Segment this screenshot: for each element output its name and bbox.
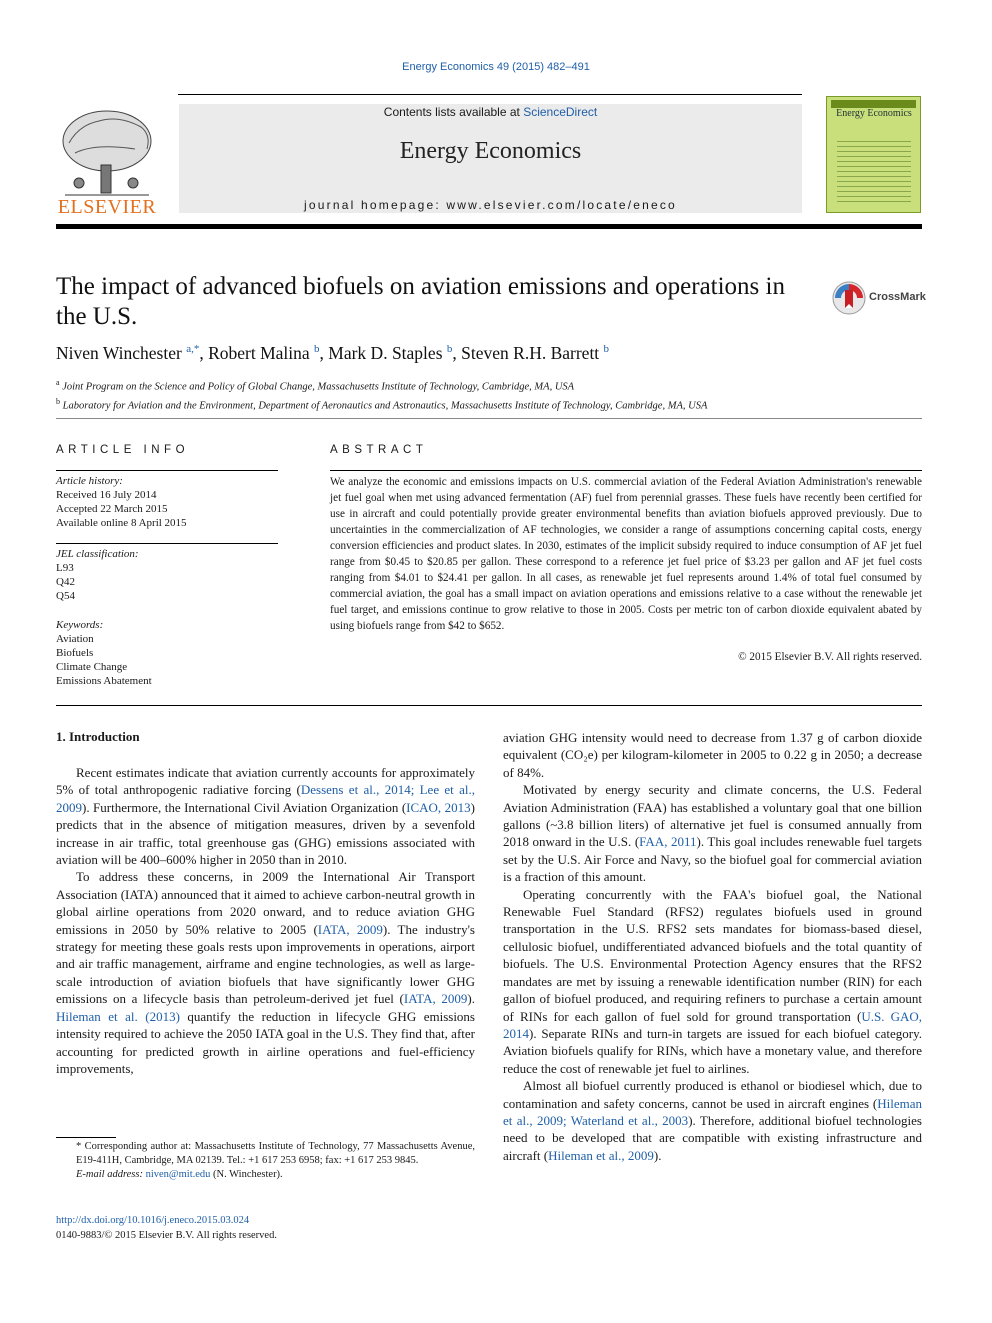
paragraph-text: Operating concurrently with the FAA's biofuel goal, the National Renewable Fuel Standard (RFS2) regulates biofuels used in ground transportation in the U.S. RFS2 sets mandates for biomass-based diesel, cellulosic biofuel, undifferentiated advanced biofuels and the total quantity of biofuels. The U.S. Environmental Protection Agency ensures that the RFS2 mandates are met by issuing a renewable identification number (RIN) for each gallon of biofuel produced, and requiring refiners to purchase a certain amount of RINs for each gallon of fuel sold for ground transportation ( (503, 886, 922, 1024)
abstract-copyright: © 2015 Elsevier B.V. All rights reserved. (738, 651, 922, 663)
jel-label: JEL classification: (56, 548, 139, 560)
affiliation (56, 395, 922, 414)
crossmark-icon (831, 280, 867, 316)
footnote-rule (56, 1137, 116, 1138)
jel-code: Q54 (56, 590, 75, 603)
cover-top-band (831, 100, 916, 108)
crossmark-badge[interactable] (831, 280, 926, 316)
history-accepted: Accepted 22 March 2015 (56, 503, 168, 516)
section-heading-introduction: 1. Introduction (56, 729, 140, 744)
body-column-left (56, 764, 475, 1077)
author-list: Niven Winchester $^{a,*}$, Robert Malina $^b$, Mark D. Staples $^b$, Steven R.H. Barrett $^b$ (56, 343, 610, 363)
history-received: Received 16 July 2014 (56, 489, 157, 502)
paragraph-text: ). Separate RINs and turn-in targets are issued for each biofuel category. Aviation biofuels qualify for RINs, which have a monetary value, and therefore reduce the cost of renewable jet fuel to airlines. (503, 1025, 922, 1076)
paragraph-text: ). (467, 991, 475, 1007)
affiliation (56, 376, 922, 395)
paragraph-text: quantify the reduction in lifecycle GHG emissions intensity required to achieve the 2050 IATA goal in the U.S. They find that, after accounting for predicted growth in airline operations and fuel-efficiency improvements, (56, 1008, 475, 1076)
affiliation-text: Laboratory for Aviation and the Environment, Department of Aeronautics and Astronautics, Massachusetts Institute of Technology, Cambridge, MA, USA (60, 400, 708, 411)
top-rule (178, 94, 802, 95)
keyword: Emissions Abatement (56, 675, 152, 688)
paragraph-text: ). Furthermore, the International Civil Aviation Organization ( (82, 799, 407, 815)
citation-link[interactable]: Hileman et al., 2009; Waterland et al., 2003 (503, 1095, 922, 1128)
article-history (56, 474, 278, 530)
author-affiliation-mark[interactable]: b (603, 343, 610, 356)
journal-name: Energy Economics (399, 138, 582, 164)
author-name: Steven R.H. Barrett (461, 343, 600, 363)
email-suffix: (N. Winchester). (210, 1169, 283, 1180)
body-column-right (503, 729, 922, 1164)
affiliation-mark: a (56, 378, 60, 387)
article-info-heading: ARTICLE INFO (56, 444, 190, 456)
citation-link[interactable]: Dessens et al., 2014; Lee et al., 2009 (56, 782, 475, 815)
paragraph-text: ). Therefore, additional biofuel technologies need to be developed that are compatible with existing infrastructure and aircraft ( (503, 1112, 922, 1163)
sciencedirect-link[interactable]: ScienceDirect (523, 105, 598, 119)
keyword: Biofuels (56, 647, 94, 660)
abstract-rule (330, 470, 922, 471)
body-paragraph (503, 1077, 922, 1164)
cover-title: Energy Economics (836, 108, 912, 119)
author-name: Robert Malina (208, 343, 310, 363)
cover-contents-lines (837, 137, 911, 203)
email-link[interactable]: niven@mit.edu (145, 1169, 211, 1180)
body-paragraph (56, 868, 475, 1077)
contents-prefix: Contents lists available at (383, 105, 524, 119)
body-paragraph (503, 729, 922, 781)
affiliation-text: Joint Program on the Science and Policy of Global Change, Massachusetts Institute of Technology, Cambridge, MA, USA (59, 381, 575, 393)
abstract-text: We analyze the economic and emissions impacts on U.S. commercial aviation of the Federal Aviation Administration's renewable jet fuel goal when met using advanced fermentation (AF) fuel from perennial grasses. These fuels have recently been certified for use in aircraft and could potentially provide greater environmental benefits than aviation biofuels approved previously. Due to uncertainties in the commercialization of AF technologies, we consider a range of assumptions concerning capital costs, energy conversion efficiencies and product slates. In 2030, estimates of the implicit subsidy required to induce consumption of AF jet fuel range from $0.45 to $20.85 per gallon. These correspond to a reference jet fuel price of $3.23 per gallon and AF jet fuel costs ranging from $4.01 to $24.41 per gallon. In all cases, as renewable jet fuel represents around 1.4% of total fuel consumed by commercial aviation, the goal has a small impact on aviation operations and emissions relative to a case without the renewable jet fuel target, and emissions continue to grow relative to those in 2005. Costs per metric ton of carbon dioxide equivalent abated by using biofuels range from $42 to $652. (330, 476, 922, 632)
affiliation-mark: b (56, 396, 60, 406)
title-rule (56, 418, 922, 419)
journal-citation[interactable]: Energy Economics 49 (2015) 482–491 (402, 61, 590, 73)
history-rule (56, 543, 278, 544)
keywords (56, 618, 278, 688)
jel-code: L93 (56, 562, 74, 575)
paragraph-text: ) predicts that in the absence of mitigation measures, driven by a sevenfold increase in air traffic, total greenhouse gas (GHG) emissions associated with aviation will be 400–600% higher in 2050 than in 2010. (56, 799, 475, 868)
corresponding-author-note: Corresponding author at: Massachusetts Institute of Technology, 77 Massachusetts Avenue, E19-411H, Cambridge, MA 02139. Tel.: +1 617 253 6958; fax: +1 617 253 9845. (76, 1141, 476, 1166)
keyword: Aviation (56, 633, 94, 646)
footnote-mark: * (76, 1141, 82, 1152)
citation-link[interactable]: U.S. GAO, 2014 (503, 1008, 922, 1041)
citation-link[interactable]: Hileman et al., 2009 (548, 1147, 654, 1163)
keyword: Climate Change (56, 661, 128, 674)
paragraph-text: Motivated by energy security and climate concerns, the U.S. Federal Aviation Administration (FAA) has established a voluntary goal that one billion gallons (~3.8 billion liters) of alternative jet fuel is consumed annually from 2018 onward in the U.S. ( (503, 782, 922, 850)
author-affiliation-mark[interactable]: b (314, 343, 320, 356)
paragraph-text: aviation GHG intensity would need to decrease from 1.37 g of carbon dioxide equivalent (CO₂e) per kilogram-kilometer in 2005 to 0.22 g in 2050; a decrease of 84%. (503, 730, 922, 780)
article-info-rule (56, 470, 278, 471)
affiliations (56, 376, 922, 413)
citation-link[interactable]: Hileman et al. (2013) (56, 1008, 180, 1024)
jel-classification (56, 547, 278, 603)
abstract-bottom-rule (56, 705, 922, 706)
crossmark-label: CrossMark (869, 291, 926, 303)
citation-link[interactable]: ICAO, 2013 (406, 799, 471, 815)
journal-homepage[interactable]: journal homepage: www.elsevier.com/locate/eneco (304, 198, 677, 212)
author-affiliation-mark[interactable]: a,* (186, 343, 200, 356)
issn-copyright: 0140-9883/© 2015 Elsevier B.V. All rights reserved. (56, 1230, 277, 1241)
elsevier-wordmark: ELSEVIER (57, 196, 157, 218)
paragraph-text: ). This goal includes renewable fuel targets set by the U.S. Air Force and Navy, so the biofuel goal for commercial aviation is a fraction of this amount. (503, 834, 922, 885)
citation-link[interactable]: FAA, 2011 (639, 834, 697, 850)
paragraph-text: ). The industry's strategy for meeting these goals rests upon improvements in operations, airport and air traffic management, airframe and engine technologies, as well as large-scale introduction of aviation biofuels that have significantly lower GHG emissions on a lifecycle basis than petroleum-derived jet fuel ( (56, 921, 475, 1007)
email-label: E-mail address: (76, 1169, 146, 1180)
body-paragraph (503, 886, 922, 1077)
footnote (56, 1140, 475, 1182)
author-name: Niven Winchester (56, 343, 182, 363)
history-online: Available online 8 April 2015 (56, 517, 187, 530)
citation-link[interactable]: IATA, 2009 (317, 921, 383, 937)
keywords-label: Keywords: (56, 619, 104, 631)
paragraph-text: Recent estimates indicate that aviation currently accounts for approximately 5% of total anthropogenic radiative forcing ( (56, 765, 475, 798)
abstract-heading: ABSTRACT (330, 444, 428, 456)
article-title: The impact of advanced biofuels on aviation emissions and operations in the U.S. (56, 273, 785, 330)
author-name: Mark D. Staples (328, 343, 443, 363)
jel-code: Q42 (56, 576, 75, 589)
doi-link[interactable]: http://dx.doi.org/10.1016/j.eneco.2015.03.024 (56, 1215, 250, 1226)
paragraph-text: Almost all biofuel currently produced is ethanol or biodiesel which, due to contamination and safety concerns, cannot be used in aircraft engines ( (503, 1078, 922, 1111)
body-paragraph (503, 781, 922, 885)
header-thick-rule (56, 224, 922, 229)
author-affiliation-mark[interactable]: b (446, 343, 453, 356)
contents-line (179, 105, 802, 119)
citation-link[interactable]: IATA, 2009 (403, 991, 468, 1007)
paragraph-text: ). (653, 1147, 662, 1163)
history-label: Article history: (56, 475, 123, 487)
body-paragraph (56, 764, 475, 868)
paragraph-text: To address these concerns, in 2009 the International Air Transport Association (IATA) announced that it aimed to achieve carbon-neutral growth in global airline operations from 2020 onward, and to reduce aviation GHG emissions in 2050 by 50% relative to 2005 ( (56, 869, 475, 937)
journal-cover-thumbnail[interactable] (826, 96, 921, 213)
